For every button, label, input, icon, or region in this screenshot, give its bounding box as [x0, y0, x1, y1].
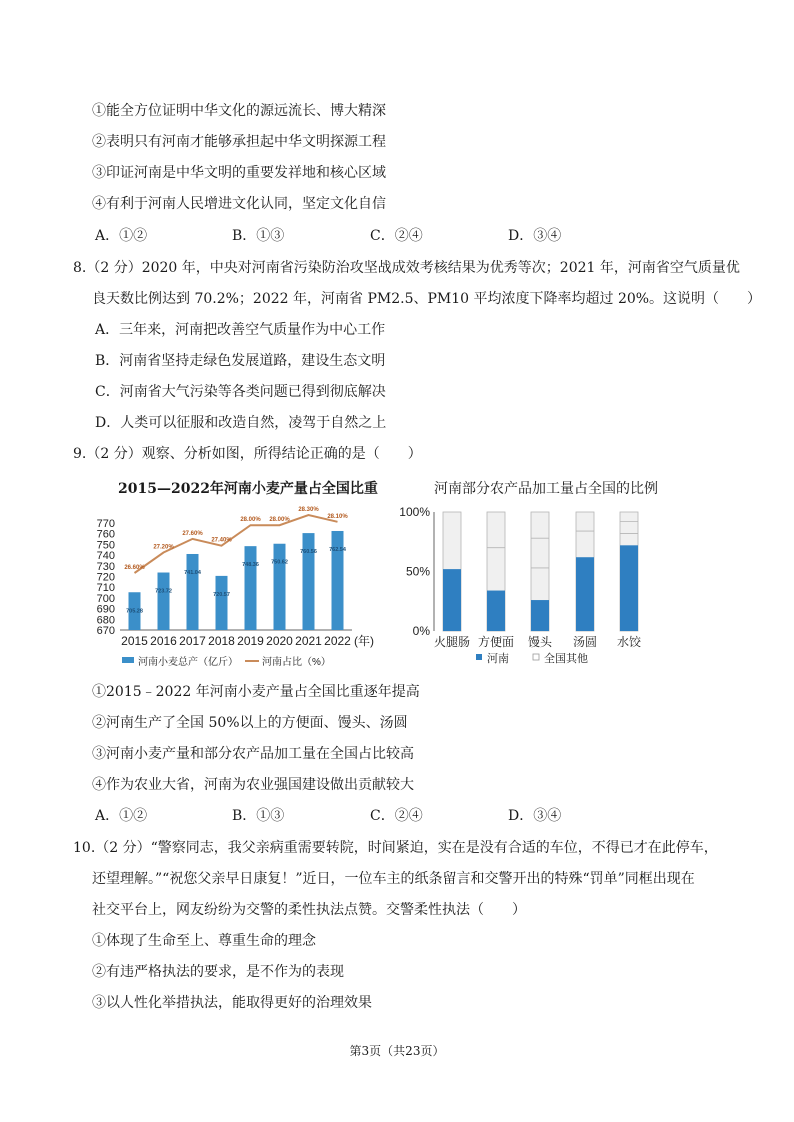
q9-item-2: ②河南生产了全国 50%以上的方便面、馒头、汤圆: [92, 715, 408, 731]
x-tick-label-2016: 2016: [150, 634, 177, 648]
q10-stem-line3: 社交平台上，网友纷纷为交警的柔性执法点赞。交警柔性执法（ ）: [92, 902, 526, 918]
q8-stem-line2: 良天数比例达到 70.2%；2022 年，河南省 PM2.5、PM10 平均浓度下降率均超过 20%。这说明（ ）: [92, 291, 762, 307]
y-tick-label-5: 720: [96, 571, 115, 584]
processing-chart: [395, 495, 695, 670]
bar-2017: [187, 554, 199, 630]
y-tick-label-6: 730: [96, 560, 115, 573]
x-axis-unit: (年): [354, 634, 374, 648]
q7-option-a[interactable]: A．①②: [95, 228, 148, 244]
q10-item-1: ①体现了生命至上、尊重生命的理念: [92, 933, 316, 949]
legend-henan-label: 河南: [487, 653, 509, 665]
q7-option-c[interactable]: C．②④: [370, 228, 423, 244]
bar-label-2019: 748.36: [242, 562, 259, 569]
q10-item-2: ②有违严格执法的要求，是不作为的表现: [92, 964, 344, 980]
legend-other-label: 全国其他: [544, 653, 588, 665]
x-tick-label-2015: 2015: [121, 634, 148, 648]
q9-option-a[interactable]: A．①②: [95, 808, 148, 824]
bar-label-2017: 741.04: [184, 569, 201, 576]
x-tick-label-2017: 2017: [179, 634, 206, 648]
q10-item-3: ③以人性化举措执法，能取得更好的治理效果: [92, 995, 372, 1011]
bar-label-2021: 760.56: [300, 549, 317, 556]
q9-option-c[interactable]: C．②④: [370, 808, 423, 824]
chart1-title: 2015—2022年河南小麦产量占全国比重: [118, 481, 378, 497]
y-tick-label-10: 770: [96, 518, 115, 530]
q9-item-1: ①2015﹣2022 年河南小麦产量占全国比重逐年提高: [92, 684, 420, 700]
y2-tick-label-0: 0%: [412, 624, 430, 638]
q7-item-3: ③印证河南是中华文明的重要发祥地和核心区域: [92, 165, 386, 181]
q7-options: [0, 226, 794, 246]
q10-stem-line2: 还望理解。”“祝您父亲早日康复！”近日，一位车主的纸条留言和交警开出的特殊“罚单”同框出现在: [92, 871, 695, 887]
q9-item-4: ④作为农业大省，河南为农业强国建设做出贡献较大: [92, 777, 414, 793]
chart2-title: 河南部分农产品加工量占全国的比例: [434, 481, 658, 497]
share-label-2015: 26.60%: [124, 565, 145, 571]
share-label-2021: 28.30%: [298, 507, 319, 513]
x-tick-label-2020: 2020: [266, 634, 293, 648]
bar-2022: [332, 531, 344, 630]
bar-2021: [303, 533, 315, 630]
bar-henan-馒头: [531, 600, 549, 631]
bar-label-2016: 723.72: [155, 588, 172, 595]
q9-stem: 9.（2 分）观察、分析如图，所得结论正确的是（ ）: [73, 446, 422, 462]
share-label-2018: 27.40%: [211, 537, 232, 544]
q8-option-b[interactable]: B．河南省坚持走绿色发展道路，建设生态文明: [95, 353, 386, 369]
bar-henan-水饺: [620, 545, 638, 631]
legend-bar-swatch: [122, 657, 134, 663]
q8-option-d[interactable]: D．人类可以征服和改造自然，凌驾于自然之上: [95, 415, 387, 431]
legend-other-swatch: [533, 654, 539, 660]
q9-item-3: ③河南小麦产量和部分农产品加工量在全国占比较高: [92, 746, 414, 762]
share-label-2020: 28.00%: [269, 517, 290, 524]
bar-label-2022: 762.54: [329, 546, 346, 553]
y2-tick-label-1: 50%: [405, 564, 430, 579]
y-tick-label-4: 710: [96, 582, 115, 595]
y-tick-label-8: 750: [96, 539, 115, 552]
y-tick-label-3: 700: [96, 592, 115, 605]
share-label-2016: 27.20%: [153, 544, 174, 551]
x2-tick-label-火腿肠: 火腿肠: [433, 635, 471, 649]
bar-henan-方便面: [487, 591, 505, 631]
bar-henan-火腿肠: [443, 569, 461, 631]
y-tick-label-1: 680: [96, 614, 115, 627]
q7-item-1: ①能全方位证明中华文化的源远流长、博大精深: [92, 103, 386, 119]
bar-label-2018: 720.57: [213, 591, 230, 598]
x2-tick-label-馒头: 馒头: [527, 635, 553, 649]
x2-tick-label-汤圆: 汤圆: [572, 635, 598, 649]
x2-tick-label-方便面: 方便面: [477, 635, 515, 649]
bar-2018: [216, 576, 228, 630]
share-label-2022: 28.10%: [327, 513, 348, 520]
x-tick-label-2019: 2019: [237, 634, 264, 648]
bar-henan-汤圆: [576, 557, 594, 631]
legend-line-label: 河南占比（%）: [262, 657, 331, 668]
q7-item-2: ②表明只有河南才能够承担起中华文明探源工程: [92, 134, 386, 150]
y-tick-label-0: 670: [96, 625, 115, 637]
share-label-2019: 28.00%: [240, 517, 261, 524]
y-tick-label-2: 690: [96, 603, 115, 616]
bar-label-2020: 750.62: [271, 559, 288, 566]
page-footer: 第3页（共23页）: [349, 1044, 445, 1058]
q8-stem-line1: 8.（2 分）2020 年，中央对河南省污染防治攻坚战成效考核结果为优秀等次；2021 年，河南省空气质量优: [73, 260, 740, 276]
wheat-chart: [82, 495, 382, 680]
y-tick-label-9: 760: [96, 528, 115, 541]
bar-label-2015: 705.28: [126, 608, 143, 615]
x-tick-label-2022: 2022: [324, 634, 351, 648]
bar-2019: [245, 546, 257, 630]
bar-2020: [274, 544, 286, 630]
q9-option-d[interactable]: D．③④: [508, 808, 562, 824]
q8-option-a[interactable]: A．三年来，河南把改善空气质量作为中心工作: [95, 322, 386, 338]
legend-bar-label: 河南小麦总产（亿斤）: [138, 657, 238, 668]
q9-options: [0, 806, 794, 826]
y2-tick-label-2: 100%: [399, 505, 430, 519]
bar-2016: [158, 573, 170, 630]
x-tick-label-2021: 2021: [295, 634, 322, 648]
q7-item-4: ④有利于河南人民增进文化认同，坚定文化自信: [92, 196, 386, 212]
y-tick-label-7: 740: [96, 550, 115, 563]
q10-stem-line1: 10.（2 分）“警察同志，我父亲病重需要转院，时间紧迫，实在是没有合适的车位，不得已才在此停车，: [73, 840, 718, 856]
q9-option-b[interactable]: B．①③: [232, 808, 285, 824]
x2-tick-label-水饺: 水饺: [616, 635, 642, 649]
q8-option-c[interactable]: C．河南省大气污染等各类问题已得到彻底解决: [95, 384, 386, 400]
q7-option-b[interactable]: B．①③: [232, 228, 285, 244]
x-tick-label-2018: 2018: [208, 634, 235, 648]
q7-option-d[interactable]: D．③④: [508, 228, 562, 244]
share-label-2017: 27.60%: [182, 530, 203, 537]
legend-henan-swatch: [476, 654, 482, 660]
